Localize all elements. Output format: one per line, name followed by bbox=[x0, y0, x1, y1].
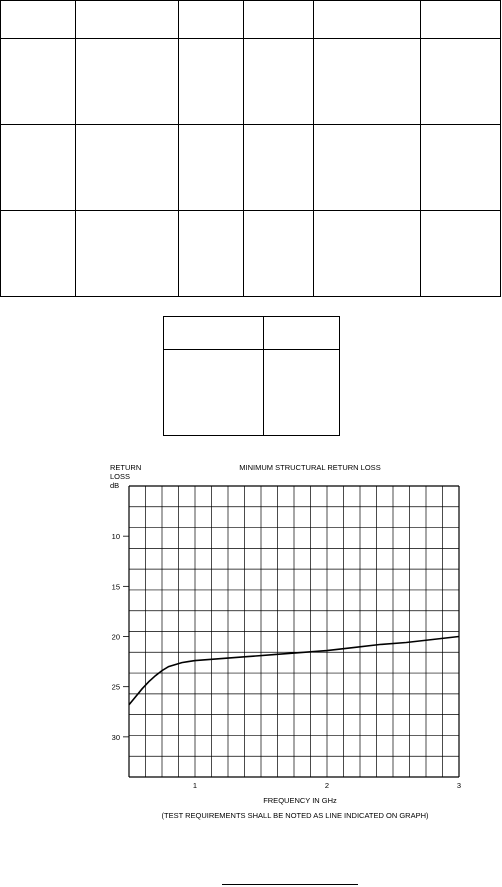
table-cell bbox=[314, 125, 421, 211]
mid-form-table bbox=[163, 316, 340, 436]
table-cell bbox=[244, 1, 314, 39]
table-cell bbox=[421, 1, 501, 39]
table-cell bbox=[421, 125, 501, 211]
y-tick-label: 10 bbox=[111, 532, 120, 542]
top-form-table bbox=[0, 0, 501, 297]
table-row bbox=[1, 211, 501, 297]
table-cell bbox=[1, 125, 76, 211]
footer-rule bbox=[222, 884, 358, 885]
y-axis-label-line-3: dB bbox=[110, 481, 120, 490]
chart-grid bbox=[129, 486, 459, 777]
table-cell bbox=[178, 1, 244, 39]
mid-table-header-row bbox=[164, 317, 340, 350]
return-loss-chart bbox=[0, 455, 502, 825]
y-tick-labels bbox=[112, 532, 129, 742]
y-axis-label-line-2: LOSS bbox=[110, 472, 131, 481]
table-cell bbox=[75, 1, 178, 39]
table-cell bbox=[264, 350, 340, 436]
table-cell bbox=[244, 39, 314, 125]
table-cell bbox=[178, 211, 244, 297]
chart-note: (TEST REQUIREMENTS SHALL BE NOTED AS LINE INDICATED ON GRAPH) bbox=[161, 811, 429, 820]
table-cell bbox=[314, 1, 421, 39]
table-row bbox=[164, 350, 340, 436]
table-row bbox=[1, 125, 501, 211]
y-tick-label: 15 bbox=[111, 582, 120, 592]
top-table-header-row bbox=[1, 1, 501, 39]
table-cell bbox=[244, 211, 314, 297]
x-tick-label: 1 bbox=[192, 781, 198, 790]
x-axis-label: FREQUENCY IN GHz bbox=[263, 796, 337, 805]
table-cell bbox=[314, 211, 421, 297]
y-tick-label: 30 bbox=[111, 732, 120, 742]
x-tick-label: 3 bbox=[456, 781, 462, 790]
table-cell bbox=[1, 1, 76, 39]
chart-title: MINIMUM STRUCTURAL RETURN LOSS bbox=[239, 463, 381, 472]
table-cell bbox=[164, 350, 264, 436]
table-cell bbox=[75, 39, 178, 125]
table-cell bbox=[178, 125, 244, 211]
table-cell bbox=[314, 39, 421, 125]
x-tick-labels bbox=[193, 781, 461, 790]
table-cell bbox=[178, 39, 244, 125]
table-cell bbox=[421, 39, 501, 125]
table-cell bbox=[164, 317, 264, 350]
table-cell bbox=[1, 211, 76, 297]
table-cell bbox=[244, 125, 314, 211]
table-cell bbox=[75, 211, 178, 297]
y-tick-label: 25 bbox=[111, 682, 120, 692]
y-tick-label: 20 bbox=[111, 632, 120, 642]
table-cell bbox=[421, 211, 501, 297]
y-axis-label-line-1: RETURN bbox=[110, 463, 142, 472]
table-cell bbox=[75, 125, 178, 211]
x-tick-label: 2 bbox=[324, 781, 330, 790]
table-row bbox=[1, 39, 501, 125]
table-cell bbox=[1, 39, 76, 125]
table-cell bbox=[264, 317, 340, 350]
